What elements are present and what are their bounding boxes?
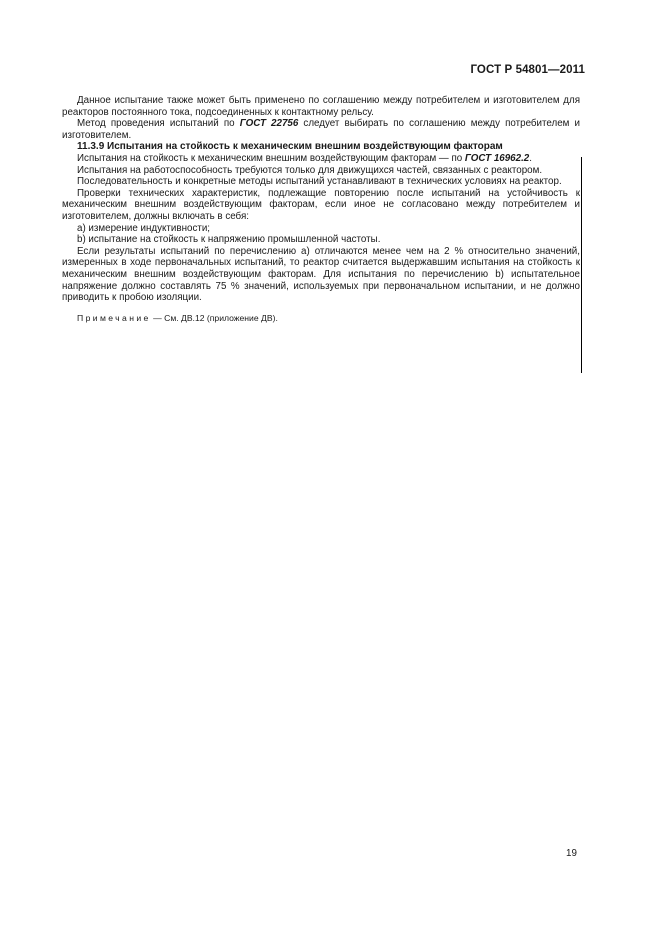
- paragraph-operability-tests: Испытания на работоспособность требуются только для движущихся частей, связанных с реактором.: [77, 164, 543, 176]
- note-text: — См. ДВ.12 (приложение ДВ).: [150, 312, 278, 323]
- note: [77, 313, 580, 325]
- standard-reference-link[interactable]: ГОСТ 16962.2: [464, 152, 530, 164]
- document-header-standard-id: ГОСТ Р 54801—2011: [470, 64, 585, 76]
- paragraph-text: Метод проведения испытаний по: [77, 118, 240, 130]
- section-heading-11-3-9: 11.3.9 Испытания на стойкость к механическим внешним воздействующим факторам: [77, 141, 503, 153]
- note-label: Примечание: [77, 312, 151, 323]
- page-number: 19: [566, 848, 577, 859]
- paragraph-applicability: Данное испытание также может быть применено по соглашению между потребителем и изготовителем для реакторов постоянного тока, подсоединенных к контактному рельсу.: [62, 95, 580, 118]
- paragraph-checks: Проверки технических характеристик, подлежащие повторению после испытаний на устойчивость к механическим внешним воздействующим факторам, если иное не согласовано между потребителем и изготовителем, должны включать в себя:: [62, 187, 580, 222]
- document-body: [62, 95, 580, 324]
- list-item-a: a) измерение индуктивности;: [77, 222, 211, 234]
- paragraph-test-method: [62, 118, 580, 141]
- standard-reference-link[interactable]: ГОСТ 22756: [239, 118, 299, 130]
- revision-change-bar: [581, 157, 582, 373]
- paragraph-text: .: [529, 152, 532, 164]
- paragraph-text: Испытания на стойкость к механическим внешним воздействующим факторам — по: [77, 152, 465, 164]
- paragraph-test-sequence: Последовательность и конкретные методы испытаний устанавливают в технических условиях на реактор.: [77, 176, 562, 188]
- paragraph-mechanical-tests: [62, 153, 580, 165]
- list-item-b: b) испытание на стойкость к напряжению промышленной частоты.: [77, 234, 381, 246]
- paragraph-results: Если результаты испытаний по перечислению a) отличаются менее чем на 2 % относительно значений, измеренных в ходе первоначальных испытаний, то реактор считается выдержавшим испытания на стойкость к механическим внешним воздействующим факторам. Для испытания по перечислению b) испытательное напряжение должно составлять 75 % значений, используемых при первоначальном испытании, и не должно приводить к пробою изоляции.: [62, 245, 580, 304]
- paragraph-text: следует выбирать по соглашению между потребителем и изготовителем.: [62, 118, 581, 141]
